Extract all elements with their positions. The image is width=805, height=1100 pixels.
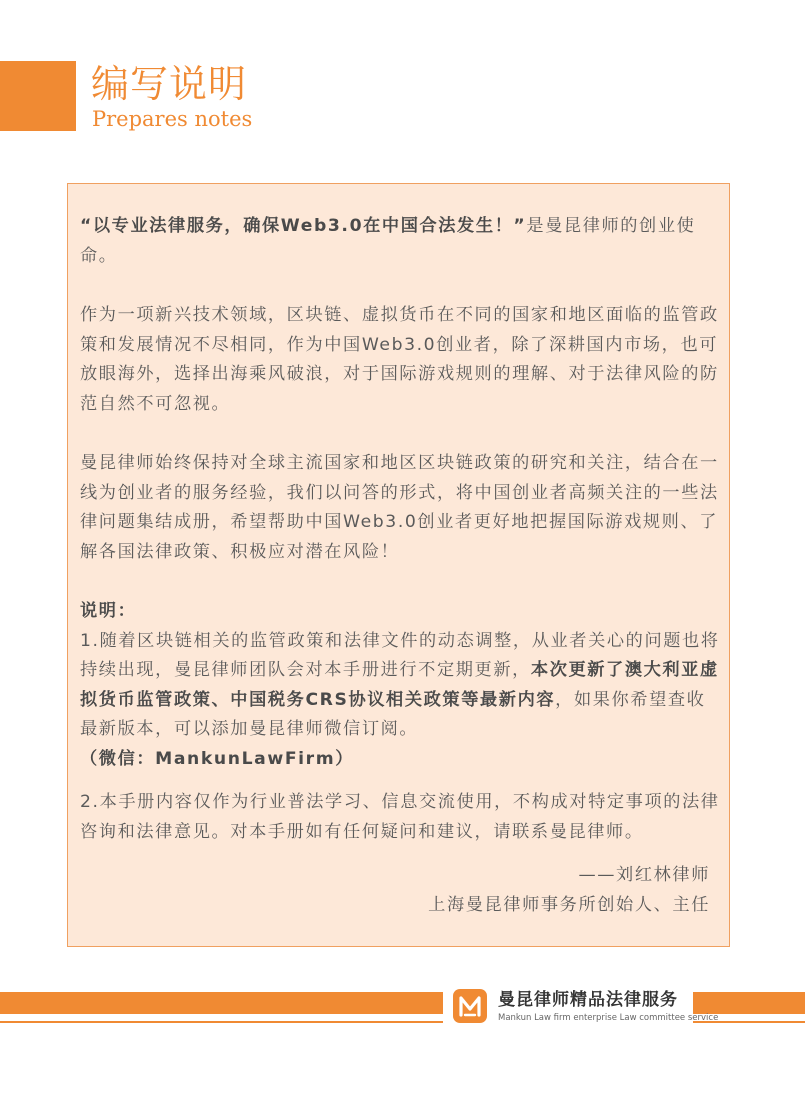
- mission-statement: “以专业法律服务，确保Web3.0在中国合法发生！”: [80, 216, 527, 236]
- paragraph-mission: [80, 212, 720, 271]
- note1-text-b: ，如果你希望查收最新版本，可以添加曼昆律师微信订阅。: [80, 689, 706, 739]
- mission-rest: 是曼昆律师的创业使命。: [80, 216, 696, 266]
- footer-bar-left: [0, 992, 443, 1014]
- signature-title: 上海曼昆律师事务所创始人、主任: [428, 894, 710, 915]
- note-item-2: 2.本手册内容仅作为行业普法学习、信息交流使用，不构成对特定事项的法律咨询和法律意见。对本手册如有任何疑问和建议，请联系曼昆律师。: [80, 792, 720, 842]
- brand-name-cn: 曼昆律师精品法律服务: [498, 990, 678, 1010]
- brand-name-en: Mankun Law firm enterprise Law committee service: [498, 1013, 719, 1023]
- wechat-id: （微信：MankunLawFirm）: [80, 748, 355, 769]
- signature-name: ——刘红林律师: [578, 865, 710, 885]
- notes-content: [80, 212, 720, 920]
- mankun-logo-icon: [453, 989, 487, 1023]
- page-subtitle: Prepares notes: [92, 107, 253, 131]
- note-heading: 说明：: [80, 601, 137, 621]
- paragraph-research: 曼昆律师始终保持对全球主流国家和地区区块链政策的研究和关注，结合在一线为创业者的服务经验，我们以问答的形式，将中国创业者高频关注的一些法律问题集结成册，希望帮助中国Web3.0创业者更好地把握国际游戏规则、了解各国法律政策、积极应对潜在风险！: [80, 453, 719, 562]
- note1-text-a: 1.随着区块链相关的监管政策和法律文件的动态调整，从业者关心的问题也将持续出现，曼昆律师团队会对本手册进行不定期更新，: [80, 630, 720, 680]
- footer-bar-right: [693, 992, 805, 1014]
- note1-highlight: 本次更新了澳大利亚虚拟货币监管政策、中国税务CRS协议相关政策等最新内容: [80, 660, 719, 710]
- page-title: 编写说明: [91, 62, 248, 106]
- header-accent-bar: [0, 61, 76, 131]
- paragraph-intro: 作为一项新兴技术领域，区块链、虚拟货币在不同的国家和地区面临的监管政策和发展情况不尽相同，作为中国Web3.0创业者，除了深耕国内市场，也可放眼海外，选择出海乘风破浪，对于国际游戏规则的理解、对于法律风险的防范自然不可忽视。: [80, 305, 719, 414]
- note-item-1: [80, 627, 720, 745]
- footer-line-left: [0, 1021, 443, 1023]
